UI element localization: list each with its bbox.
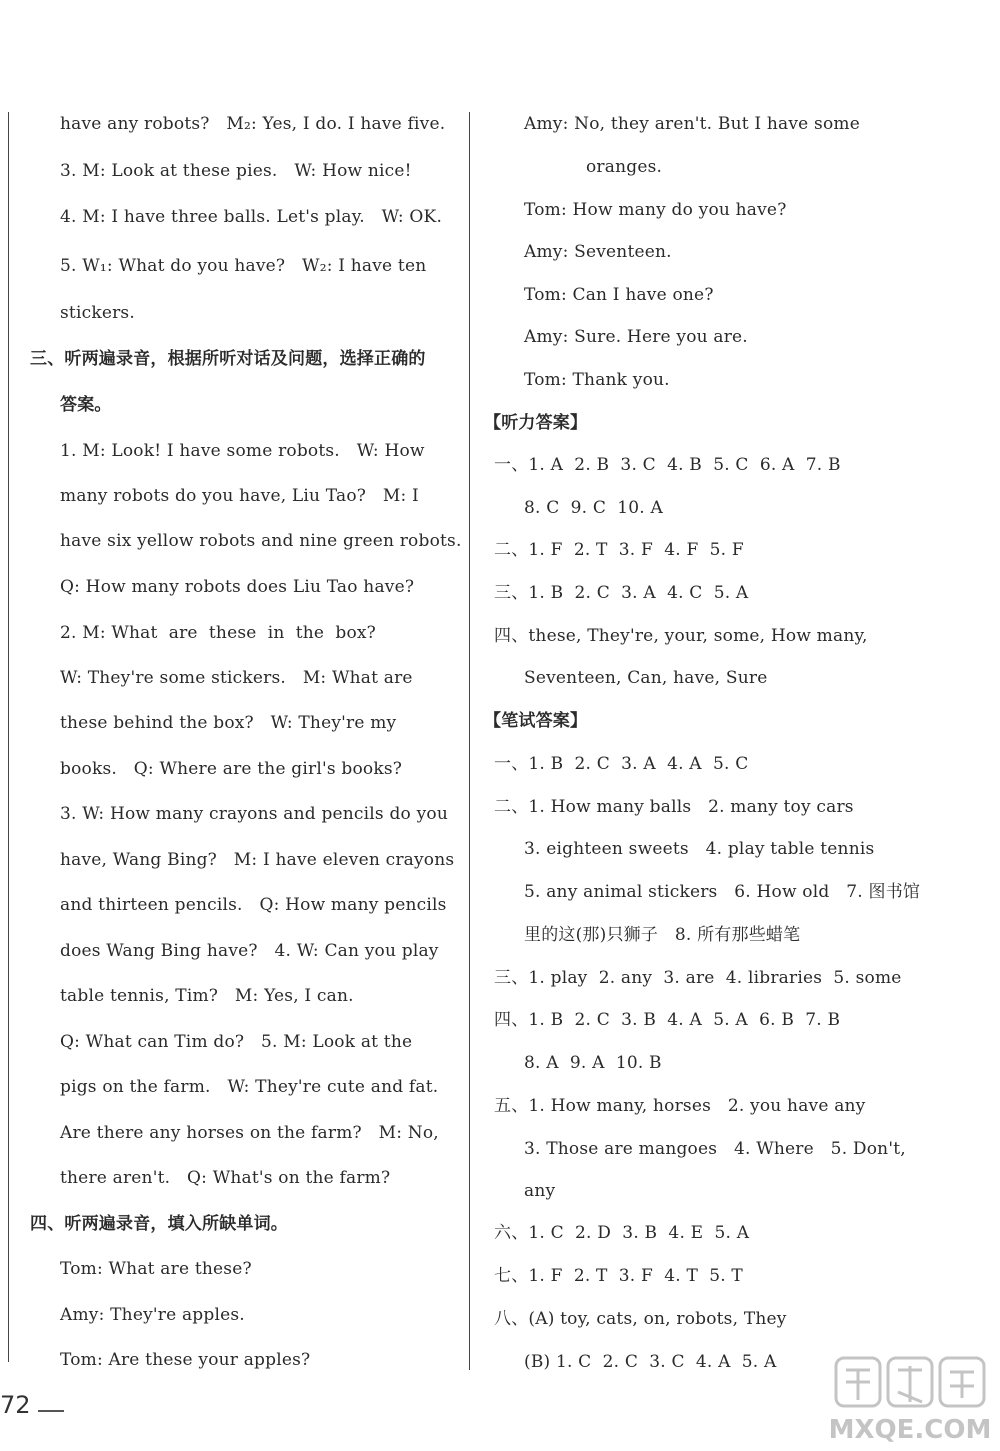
watermark-logo bbox=[828, 1352, 993, 1447]
answer-line: 8. A 9. A 10. B bbox=[524, 1053, 662, 1073]
text-line: Q: How many robots does Liu Tao have? bbox=[60, 577, 415, 597]
dialogue-line: Tom: Are these your apples? bbox=[60, 1350, 311, 1370]
listening-answers-heading: 【听力答案】 bbox=[484, 413, 588, 433]
answer-line: 5. any animal stickers 6. How old 7. 图书馆 bbox=[524, 882, 921, 902]
text-line: have, Wang Bing? M: I have eleven crayons bbox=[60, 850, 455, 870]
text-line: table tennis, Tim? M: Yes, I can. bbox=[60, 986, 354, 1006]
column-divider bbox=[469, 112, 470, 1370]
answer-line: 四、these, They're, your, some, How many, bbox=[494, 626, 868, 646]
answer-line: 里的这(那)只狮子 8. 所有那些蜡笔 bbox=[524, 925, 801, 945]
answer-line: 3. Those are mangoes 4. Where 5. Don't, bbox=[524, 1139, 906, 1159]
text-line: 3. M: Look at these pies. W: How nice! bbox=[60, 161, 412, 181]
text-line: W: They're some stickers. M: What are bbox=[60, 668, 413, 688]
text-line: 3. W: How many crayons and pencils do you bbox=[60, 804, 448, 824]
dialogue-line: Amy: No, they aren't. But I have some bbox=[524, 114, 860, 134]
text-line: stickers. bbox=[60, 303, 135, 323]
text-line: 5. W₁: What do you have? W₂: I have ten bbox=[60, 256, 427, 276]
dialogue-line: Amy: Sure. Here you are. bbox=[524, 327, 748, 347]
text-line: have six yellow robots and nine green robots. bbox=[60, 531, 462, 551]
watermark-url: MXQE.COM bbox=[828, 1415, 992, 1445]
text-line: pigs on the farm. W: They're cute and fat. bbox=[60, 1077, 439, 1097]
written-answers-heading: 【笔试答案】 bbox=[484, 711, 588, 731]
answer-line: 3. eighteen sweets 4. play table tennis bbox=[524, 839, 875, 859]
answer-line: 八、(A) toy, cats, on, robots, They bbox=[494, 1309, 787, 1329]
text-line: 2. M: What are these in the box? bbox=[60, 623, 376, 643]
text-line: these behind the box? W: They're my bbox=[60, 713, 397, 733]
answer-line: 五、1. How many, horses 2. you have any bbox=[494, 1096, 866, 1116]
answer-line: 七、1. F 2. T 3. F 4. T 5. T bbox=[494, 1266, 743, 1286]
text-line: Q: What can Tim do? 5. M: Look at the bbox=[60, 1032, 413, 1052]
dialogue-line: Amy: Seventeen. bbox=[524, 242, 672, 262]
text-line: 4. M: I have three balls. Let's play. W: OK. bbox=[60, 207, 443, 227]
dialogue-line: Tom: Can I have one? bbox=[524, 285, 714, 305]
left-margin-rule bbox=[8, 112, 9, 1362]
answer-line: 二、1. F 2. T 3. F 4. F 5. F bbox=[494, 540, 744, 560]
answer-line: 三、1. B 2. C 3. A 4. C 5. A bbox=[494, 583, 749, 603]
text-line: books. Q: Where are the girl's books? bbox=[60, 759, 403, 779]
section-heading-4: 四、听两遍录音，填入所缺单词。 bbox=[30, 1214, 288, 1234]
text-line: does Wang Bing have? 4. W: Can you play bbox=[60, 941, 439, 961]
answer-line: 六、1. C 2. D 3. B 4. E 5. A bbox=[494, 1223, 750, 1243]
answer-line: 一、1. A 2. B 3. C 4. B 5. C 6. A 7. B bbox=[494, 455, 841, 475]
answer-line: 8. C 9. C 10. A bbox=[524, 498, 663, 518]
dialogue-line: Tom: How many do you have? bbox=[524, 200, 787, 220]
section-heading-3: 三、听两遍录音，根据所听对话及问题，选择正确的 bbox=[30, 349, 426, 369]
answer-line: (B) 1. C 2. C 3. C 4. A 5. A bbox=[524, 1352, 777, 1372]
text-line: 1. M: Look! I have some robots. W: How bbox=[60, 441, 425, 461]
text-line: there aren't. Q: What's on the farm? bbox=[60, 1168, 391, 1188]
text-line: many robots do you have, Liu Tao? M: I bbox=[60, 486, 419, 506]
dialogue-line: Amy: They're apples. bbox=[60, 1305, 245, 1325]
dialogue-line: Tom: Thank you. bbox=[524, 370, 670, 390]
answer-line: 一、1. B 2. C 3. A 4. A 5. C bbox=[494, 754, 749, 774]
text-line: have any robots? M₂: Yes, I do. I have five. bbox=[60, 114, 446, 134]
answer-line: 三、1. play 2. any 3. are 4. libraries 5. some bbox=[494, 968, 902, 988]
answer-line: Seventeen, Can, have, Sure bbox=[524, 668, 768, 688]
answer-line: any bbox=[524, 1181, 556, 1201]
dialogue-line: Tom: What are these? bbox=[60, 1259, 252, 1279]
answer-line: 四、1. B 2. C 3. B 4. A 5. A 6. B 7. B bbox=[494, 1010, 841, 1030]
text-line: Are there any horses on the farm? M: No, bbox=[60, 1123, 439, 1143]
page-number-rule bbox=[38, 1410, 64, 1412]
answer-line: 二、1. How many balls 2. many toy cars bbox=[494, 797, 854, 817]
text-line: and thirteen pencils. Q: How many pencils bbox=[60, 895, 447, 915]
dialogue-line: oranges. bbox=[586, 157, 663, 177]
section-heading-3-cont: 答案。 bbox=[60, 395, 112, 415]
page-number: 72 bbox=[0, 1391, 31, 1419]
